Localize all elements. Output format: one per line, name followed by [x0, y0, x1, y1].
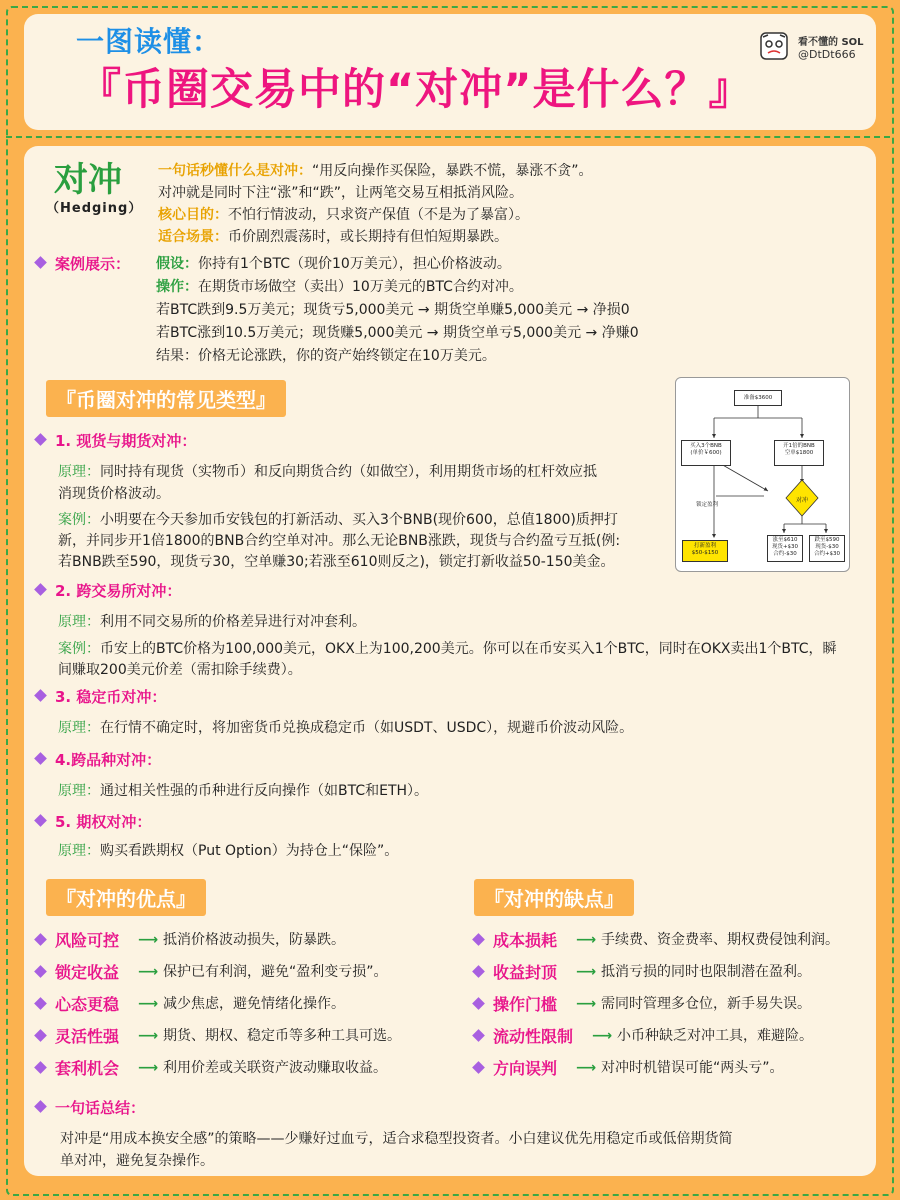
- type-5-principle: 原理：购买看跌期权（Put Option）为持仓上“保险”。: [58, 843, 399, 859]
- summary-line-2: 单对冲，避免复杂操作。: [60, 1153, 214, 1169]
- arrow-right-icon: ⟶: [576, 1060, 601, 1076]
- type-5-heading: 5. 期权对冲：: [36, 811, 151, 832]
- flow-result-box: 打新盈利 $50-$150: [682, 540, 728, 562]
- type-3-heading: 3. 稳定币对冲：: [36, 686, 166, 707]
- arrow-right-icon: ⟶: [138, 996, 163, 1012]
- diamond-bullet-icon: [34, 256, 47, 269]
- type-2-case-line-2: 间赚取200美元价差（需扣除手续费）。: [58, 662, 302, 678]
- diamond-bullet-icon: [34, 689, 47, 702]
- arrow-right-icon: ⟶: [138, 1060, 163, 1076]
- flow-buy-box: 买入3个BNB (单价￥600): [681, 440, 731, 466]
- con-item: 收益封顶: [474, 960, 557, 983]
- type-3-principle: 原理：在行情不确定时，将加密货币兑换成稳定币（如USDT、USDC），规避币价波动风险。: [58, 720, 634, 736]
- brand-name: 看不懂的 SOL: [798, 37, 864, 48]
- type-2-principle: 原理：利用不同交易所的价格差异进行对冲套利。: [58, 614, 366, 630]
- diamond-bullet-icon: [472, 965, 485, 978]
- type-1-case-line-2: 新，并同步开1倍1800的BNB合约空单对冲。那么无论BNB涨跌，现货与合约盈亏互抵(例:: [58, 533, 621, 549]
- type-4-principle: 原理：通过相关性强的币种进行反向操作（如BTC和ETH）。: [58, 783, 429, 799]
- hedge-flowchart: [675, 377, 850, 572]
- flow-down-box: 跌至$590 现货-$30 合约+$30: [809, 535, 845, 562]
- pros-banner: 『对冲的优点』: [46, 879, 206, 916]
- con-item: 流动性限制: [474, 1024, 573, 1047]
- type-1-case-line-1: 案例：小明要在今天参加币安钱包的打新活动、买入3个BNB(现价600，总值1800)质押打: [58, 512, 618, 528]
- intro-line-3: 核心目的：不怕行情波动，只求资产保值（不是为了暴富）。: [158, 207, 529, 223]
- arrow-right-icon: ⟶: [576, 932, 601, 948]
- pro-item: 套利机会: [36, 1056, 119, 1079]
- diamond-bullet-icon: [472, 1029, 485, 1042]
- con-item-desc: ⟶ 对冲时机错误可能“两头亏”。: [576, 1060, 784, 1076]
- flow-start-box: 准备$3600: [734, 390, 782, 406]
- diamond-bullet-icon: [34, 1061, 47, 1074]
- con-item-desc: ⟶ 需同时管理多仓位，新手易失误。: [576, 996, 811, 1012]
- types-banner: 『币圈对冲的常见类型』: [46, 380, 286, 417]
- diamond-bullet-icon: [472, 1061, 485, 1074]
- pro-item-desc: ⟶ 抵消价格波动损失，防暴跌。: [138, 932, 345, 948]
- pro-item: 风险可控: [36, 928, 119, 951]
- example-line-4: 若BTC涨到10.5万美元；现货赚5,000美元 → 期货空单亏5,000美元 → 净赚0: [156, 325, 639, 341]
- diamond-bullet-icon: [34, 814, 47, 827]
- intro-line-2: 对冲就是同时下注“涨”和“跌”，让两笔交易互相抵消风险。: [158, 185, 524, 201]
- flow-lock-label: 锁定盈利: [696, 502, 719, 508]
- header-divider: [6, 136, 890, 138]
- pro-item-desc: ⟶ 保护已有利润，避免“盈利变亏损”。: [138, 964, 388, 980]
- type-1-heading: 1. 现货与期货对冲：: [36, 430, 196, 451]
- type-1-case-line-3: 若BNB跌至590，现货亏30，空单赚30;若涨至610则反之)，锁定打新收益50-150美金。: [58, 554, 615, 570]
- type-2-heading: 2. 跨交易所对冲：: [36, 580, 181, 601]
- example-heading: 案例展示：: [36, 253, 130, 274]
- summary-line-1: 对冲是“用成本换安全感”的策略——少赚好过血亏，适合求稳型投资者。小白建议优先用稳定币或低倍期货简: [60, 1131, 733, 1147]
- pro-item: 灵活性强: [36, 1024, 119, 1047]
- summary-heading: 一句话总结：: [36, 1097, 145, 1118]
- example-line-5: 结果：价格无论涨跌，你的资产始终锁定在10万美元。: [156, 348, 496, 364]
- diamond-bullet-icon: [34, 997, 47, 1010]
- arrow-right-icon: ⟶: [576, 964, 601, 980]
- type-1-principle-line-1: 原理：同时持有现货（实物币）和反向期货合约（如做空），利用期货市场的杠杆效应抵: [58, 464, 597, 480]
- term-title: 对冲: [54, 160, 122, 200]
- arrow-right-icon: ⟶: [138, 932, 163, 948]
- example-operation: 操作：在期货市场做空（卖出）10万美元的BTC合约对冲。: [156, 279, 523, 295]
- flow-up-box: 涨至$610 现货+$30 合约-$30: [767, 535, 803, 562]
- diamond-bullet-icon: [34, 1100, 47, 1113]
- diamond-bullet-icon: [34, 583, 47, 596]
- con-item: 方向误判: [474, 1056, 557, 1079]
- pro-item: 锁定收益: [36, 960, 119, 983]
- arrow-right-icon: ⟶: [138, 1028, 163, 1044]
- con-item-desc: ⟶ 小币种缺乏对冲工具，难避险。: [592, 1028, 813, 1044]
- con-item-desc: ⟶ 抵消亏损的同时也限制潜在盈利。: [576, 964, 811, 980]
- term-english: （Hedging）: [46, 201, 143, 216]
- diamond-bullet-icon: [34, 933, 47, 946]
- con-item: 操作门槛: [474, 992, 557, 1015]
- con-item: 成本损耗: [474, 928, 557, 951]
- cons-banner: 『对冲的缺点』: [474, 879, 634, 916]
- type-4-heading: 4.跨品种对冲：: [36, 749, 161, 770]
- pro-item-desc: ⟶ 期货、期权、稳定币等多种工具可选。: [138, 1028, 401, 1044]
- diamond-bullet-icon: [34, 1029, 47, 1042]
- brand-handle: @DtDt666: [798, 48, 856, 61]
- arrow-right-icon: ⟶: [576, 996, 601, 1012]
- diamond-bullet-icon: [472, 997, 485, 1010]
- flow-hedge-diamond: 对冲: [795, 497, 808, 504]
- flow-short-box: 开1倍的BNB 空单$1800: [774, 440, 824, 466]
- example-assume: 假设：你持有1个BTC（现价10万美元），担心价格波动。: [156, 256, 511, 272]
- arrow-right-icon: ⟶: [592, 1028, 617, 1044]
- pro-item-desc: ⟶ 减少焦虑，避免情绪化操作。: [138, 996, 345, 1012]
- subtitle: 一图读懂：: [76, 25, 222, 58]
- pro-item-desc: ⟶ 利用价差或关联资产波动赚取收益。: [138, 1060, 387, 1076]
- diamond-bullet-icon: [472, 933, 485, 946]
- intro-line-4: 适合场景：币价剧烈震荡时，或长期持有但怕短期暴跌。: [158, 229, 508, 245]
- intro-line-1: 一句话秒懂什么是对冲：“用反向操作买保险，暴跌不慌，暴涨不贪”。: [158, 163, 593, 179]
- diamond-bullet-icon: [34, 965, 47, 978]
- type-2-case-line-1: 案例：币安上的BTC价格为100,000美元，OKX上为100,200美元。你可以在币安买入1个BTC，同时在OKX卖出1个BTC，瞬: [58, 641, 837, 657]
- diamond-bullet-icon: [34, 433, 47, 446]
- arrow-right-icon: ⟶: [138, 964, 163, 980]
- pro-item: 心态更稳: [36, 992, 119, 1015]
- con-item-desc: ⟶ 手续费、资金费率、期权费侵蚀利润。: [576, 932, 839, 948]
- page-title: 『币圈交易中的“对冲”是什么？』: [78, 65, 753, 115]
- diamond-bullet-icon: [34, 752, 47, 765]
- type-1-principle-line-2: 消现货价格波动。: [58, 486, 170, 502]
- example-line-3: 若BTC跌到9.5万美元；现货亏5,000美元 → 期货空单赚5,000美元 → 净损0: [156, 302, 630, 318]
